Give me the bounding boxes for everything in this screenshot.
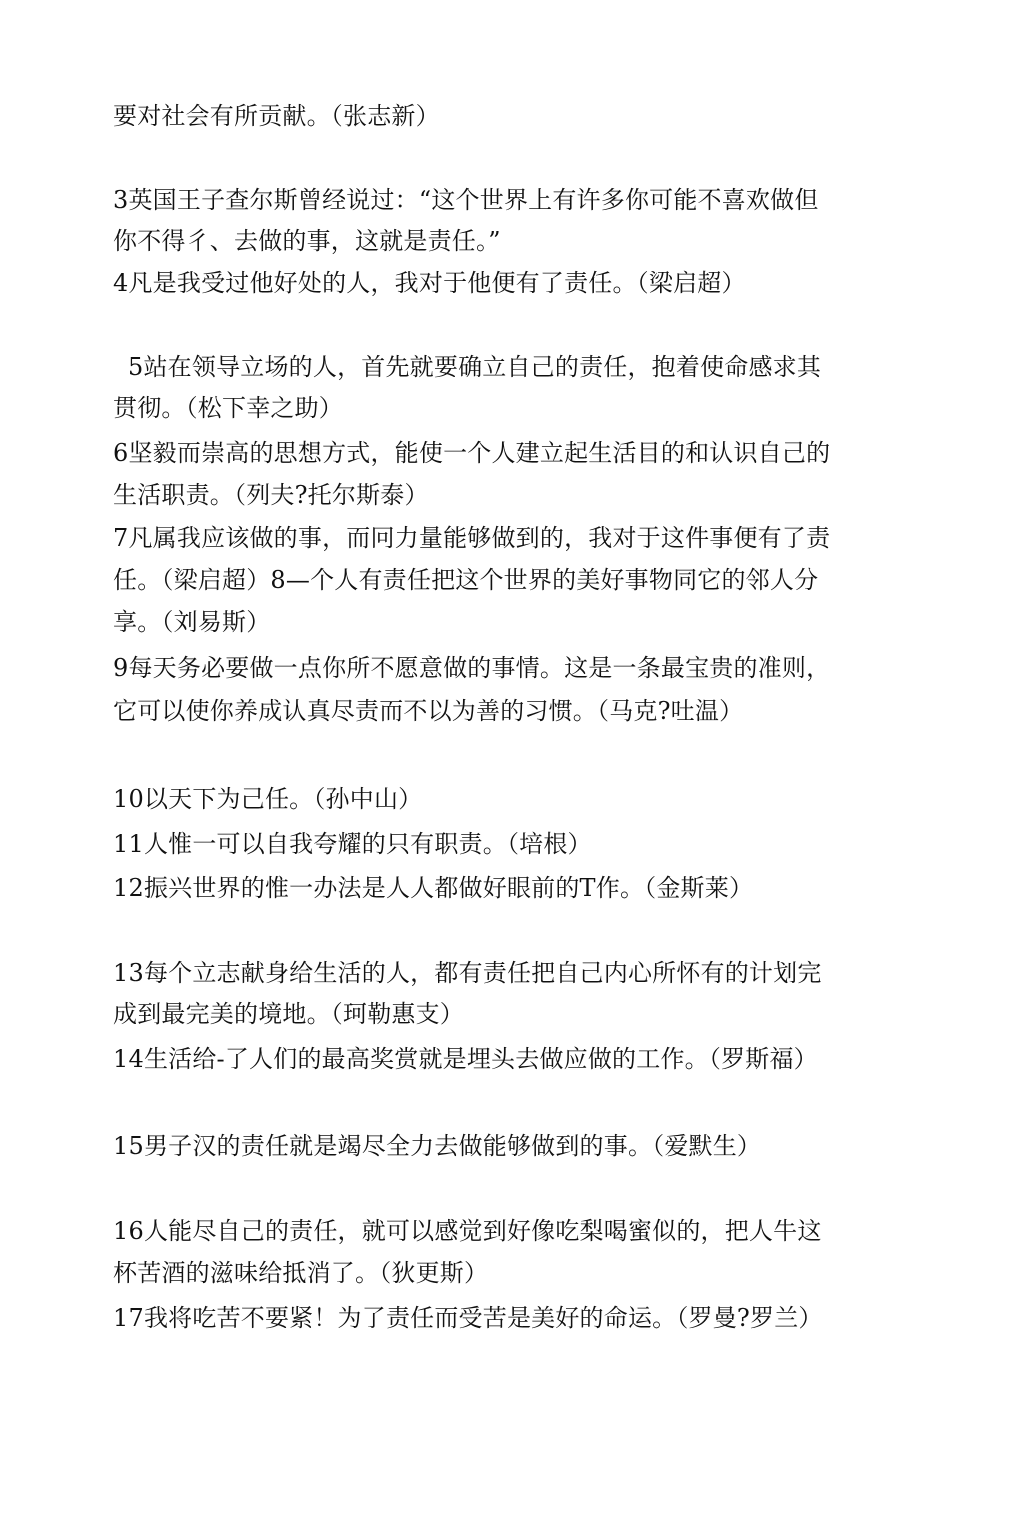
text-line: 12振兴世界的惟一办法是人人都做好眼前的T作。（金斯莱） bbox=[113, 874, 754, 902]
text-line: 你不得彳、去做的事，这就是责任。” bbox=[113, 227, 501, 255]
text-line: 9每天务必要做一点你所不愿意做的事情。这是一条最宝贵的准则， bbox=[113, 654, 831, 682]
text-line: 要对社会有所贡献。（张志新） bbox=[113, 102, 440, 130]
text-line: 15男子汉的责任就是竭尽全力去做能够做到的事。（爱默生） bbox=[113, 1132, 762, 1160]
text-line: 13每个立志献身给生活的人，都有责任把自己内心所怀有的计划完 bbox=[113, 959, 822, 987]
text-line: 享。（刘易斯） bbox=[113, 608, 271, 636]
text-line: 16人能尽自己的责任，就可以感觉到好像吃梨喝蜜似的，把人牛这 bbox=[113, 1217, 822, 1245]
text-line: 5站在领导立场的人，首先就要确立自己的责任，抱着使命感求其 bbox=[128, 353, 822, 381]
text-line: 6坚毅而崇高的思想方式，能使一个人建立起生活目的和认识自己的 bbox=[113, 439, 831, 467]
text-line: 它可以使你养成认真尽责而不以为善的习惯。（马克?吐温） bbox=[113, 697, 744, 725]
text-line: 17我将吃苦不要紧！为了责任而受苦是美好的命运。（罗曼?罗兰） bbox=[113, 1304, 823, 1332]
text-line: 贯彻。（松下幸之助） bbox=[113, 394, 343, 422]
text-line: 3英国王子查尔斯曾经说过：“这个世界上有许多你可能不喜欢做但 bbox=[113, 186, 819, 214]
text-line: 14生活给-了人们的最高奖赏就是埋头去做应做的工作。（罗斯福） bbox=[113, 1045, 818, 1073]
text-line: 4凡是我受过他好处的人，我对于他便有了责任。（梁启超） bbox=[113, 269, 746, 297]
text-line: 11人惟一可以自我夸耀的只有职责。（培根） bbox=[113, 830, 592, 858]
text-line: 生活职责。（列夫?托尔斯泰） bbox=[113, 481, 429, 509]
text-line: 10以天下为己任。（孙中山） bbox=[113, 785, 423, 813]
text-line: 7凡属我应该做的事，而冋力量能够做到的，我对于这件事便有了责 bbox=[113, 524, 831, 552]
text-line: 任。（梁启超）8—个人有责任把这个世界的美好事物同它的邻人分 bbox=[113, 566, 819, 594]
text-line: 成到最完美的境地。（珂勒惠支） bbox=[113, 1000, 464, 1028]
text-line: 杯苦酒的滋味给抵消了。（狄更斯） bbox=[113, 1259, 489, 1287]
